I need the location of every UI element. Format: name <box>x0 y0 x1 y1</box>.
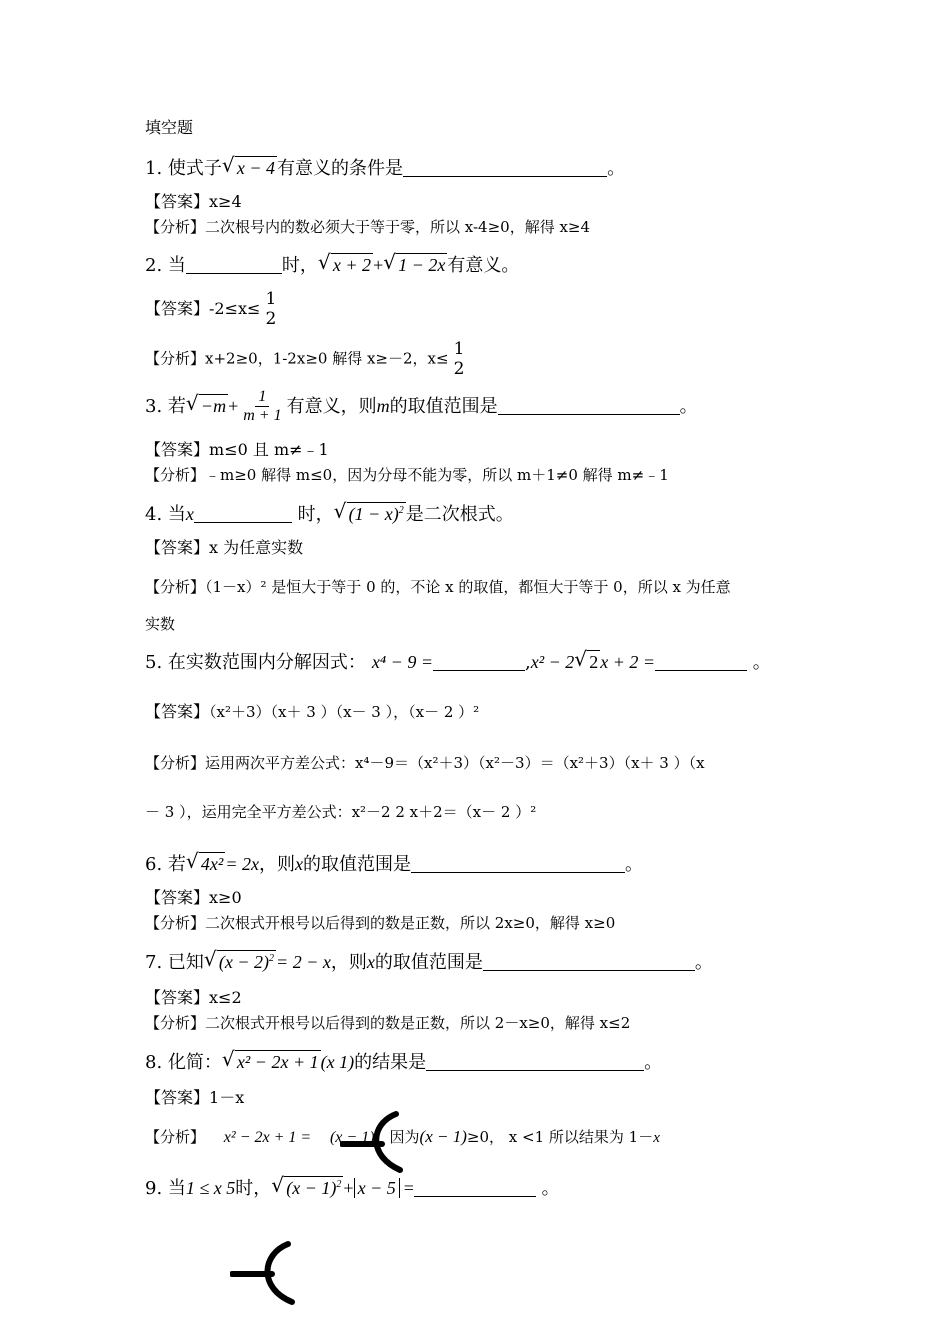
question-number: 1. <box>145 158 163 179</box>
question-number: 2. <box>145 255 163 276</box>
answer-blank[interactable] <box>498 396 680 415</box>
answer-8 <box>145 1088 244 1108</box>
answer-5 <box>145 702 479 722</box>
scribble-mark <box>230 1240 300 1306</box>
answer-blank[interactable] <box>426 1052 644 1071</box>
answer-text: （x²＋3）（x＋ 3 ）（x－ 3 ），（x－ 2 ）² <box>209 703 480 721</box>
question-number: 6. <box>145 854 163 875</box>
analysis-4 <box>145 578 731 597</box>
radical-expression: √ 2 <box>574 650 600 674</box>
radical-expression: √ x + 2 <box>318 253 373 277</box>
analysis-3 <box>145 466 669 485</box>
answer-blank[interactable] <box>411 854 625 873</box>
question-number: 9. <box>145 1178 163 1199</box>
scribble-mark <box>340 1110 410 1174</box>
radical-expression: √ −m <box>186 394 228 418</box>
question-number: 8. <box>145 1052 163 1073</box>
analysis-text: ﹣m≥0 解得 m≤0，因为分母不能为零，所以 m＋1≠0 解得 m≠﹣1 <box>205 466 669 484</box>
radical-expression: √ 1 − 2x <box>383 253 447 277</box>
section-title: 填空题 <box>145 118 194 137</box>
question-8: 8. 化简：√ x² − 2x + 1 (x 1)的结果是 。 <box>145 1050 662 1075</box>
analysis-2 <box>145 340 469 379</box>
answer-2 <box>145 290 281 329</box>
answer-blank[interactable] <box>403 158 607 177</box>
radical-expression: √ x² − 2x + 1 <box>222 1050 321 1074</box>
question-number: 3. <box>145 395 163 417</box>
answer-tag: 【答案】 <box>145 192 210 211</box>
analysis-tag: 【分析】 <box>145 349 206 368</box>
analysis-text: 二次根式开根号以后得到的数是正数，所以 2x≥0，解得 x≥0 <box>205 914 616 932</box>
analysis-tag: 【分析】 <box>145 914 206 932</box>
radical-expression: √ $(x - 1)^2$ <box>271 1176 343 1200</box>
answer-tag: 【答案】 <box>145 702 210 721</box>
answer-text: m≤0 且 m≠﹣1 <box>209 440 329 459</box>
analysis-5 <box>145 754 705 773</box>
answer-tag: 【答案】 <box>145 1088 210 1107</box>
analysis-text: x+2≥0，1-2x≥0 解得 x≥－2，x≤ <box>205 349 449 368</box>
answer-blank[interactable] <box>186 255 282 274</box>
analysis-6 <box>145 914 615 933</box>
question-5: 5. 在实数范围内分解因式： x⁴ − 9 = ,x² − 2√ 2 x + 2 = 。 <box>145 650 771 675</box>
analysis-5-cont: － 3 ），运用完全平方差公式：x²－2 2 x＋2＝（x－ 2 ）² <box>145 803 537 821</box>
answer-blank[interactable] <box>194 504 292 523</box>
answer-7 <box>145 988 242 1008</box>
answer-text: x≥0 <box>209 888 242 907</box>
answer-4 <box>145 538 303 558</box>
answer-blank[interactable] <box>433 652 525 671</box>
analysis-text: （1－x）² 是恒大于等于 0 的，不论 x 的取值，都恒大于等于 0，所以 x 为任意 <box>205 578 731 596</box>
fraction: 1 2 <box>265 289 277 329</box>
analysis-text: 二次根式开根号以后得到的数是正数，所以 2－x≥0，解得 x≤2 <box>205 1014 631 1032</box>
answer-text: x≤2 <box>209 988 242 1007</box>
question-9: 9. 当1 ≤ x 5时，√ $(x - 1)^2 + x - 5$ = 。 <box>145 1176 560 1201</box>
answer-text: -2≤x≤ <box>209 299 261 319</box>
radical-expression: √ $(x - 2)^2$ <box>204 950 276 974</box>
answer-tag: 【答案】 <box>145 988 210 1007</box>
analysis-text: 二次根号内的数必须大于等于零，所以 x-4≥0，解得 x≥4 <box>205 218 591 236</box>
question-7: 7. 已知√ $(x - 2)^2 = 2 - x$，则x的取值范围是 。 <box>145 950 713 975</box>
analysis-8: 【分析】 x² − 2x + 1 = (x − 1)，因为(x − 1)≥0， x <1 所以结果为 1－x <box>145 1127 660 1146</box>
analysis-tag: 【分析】 <box>145 1128 206 1146</box>
radical-expression: √ 4x² <box>186 852 225 876</box>
answer-1 <box>145 192 242 212</box>
question-number: 4. <box>145 504 163 525</box>
answer-tag: 【答案】 <box>145 440 210 459</box>
analysis-tag: 【分析】 <box>145 466 206 484</box>
answer-3 <box>145 440 329 460</box>
analysis-tag: 【分析】 <box>145 754 206 772</box>
analysis-text: 运用两次平方差公式：x⁴－9＝（x²＋3）（x²－3）＝（x²＋3）（x＋ 3 ）（x <box>205 754 705 772</box>
fraction: $\frac{1}{m + 1}$ <box>243 388 282 425</box>
analysis-tag: 【分析】 <box>145 218 206 236</box>
answer-text: x≥4 <box>209 192 242 211</box>
question-number: 5. <box>145 652 163 673</box>
analysis-4-cont: 实数 <box>145 615 176 633</box>
radical-expression: √ $(1 - x)^2$ <box>334 502 406 526</box>
question-1: 1. 使式子√ x − 4 有意义的条件是 。 <box>145 156 625 181</box>
answer-tag: 【答案】 <box>145 538 210 557</box>
analysis-tag: 【分析】 <box>145 1014 206 1032</box>
question-3: 3. 若√ −m + $\frac{1}{m + 1}$ 有意义，则m的取值范围是 。 <box>145 388 698 426</box>
analysis-1 <box>145 218 590 237</box>
question-4: 4. 当x 时，√ $(1 - x)^2$ 是二次根式。 <box>145 502 514 527</box>
question-text: 使式子 <box>167 158 222 179</box>
answer-tag: 【答案】 <box>145 888 210 907</box>
answer-6 <box>145 888 242 908</box>
analysis-tag: 【分析】 <box>145 578 206 596</box>
answer-tag: 【答案】 <box>145 299 210 319</box>
fraction: 1 2 <box>453 339 465 379</box>
answer-blank[interactable] <box>483 952 695 971</box>
question-2: 2. 当 时，√ x + 2 +√ 1 − 2x 有意义。 <box>145 253 519 278</box>
question-text: 有意义的条件是 <box>277 158 404 179</box>
answer-blank[interactable] <box>414 1178 536 1197</box>
absolute-value: x − 5 <box>354 1178 400 1198</box>
question-number: 7. <box>145 952 163 973</box>
answer-text: 1－x <box>209 1088 245 1107</box>
radical-expression: √ x − 4 <box>222 156 277 180</box>
answer-text: x 为任意实数 <box>209 538 304 557</box>
answer-blank[interactable] <box>655 652 747 671</box>
analysis-7 <box>145 1014 630 1033</box>
question-6: 6. 若√ 4x² = 2x，则x的取值范围是 。 <box>145 852 643 877</box>
